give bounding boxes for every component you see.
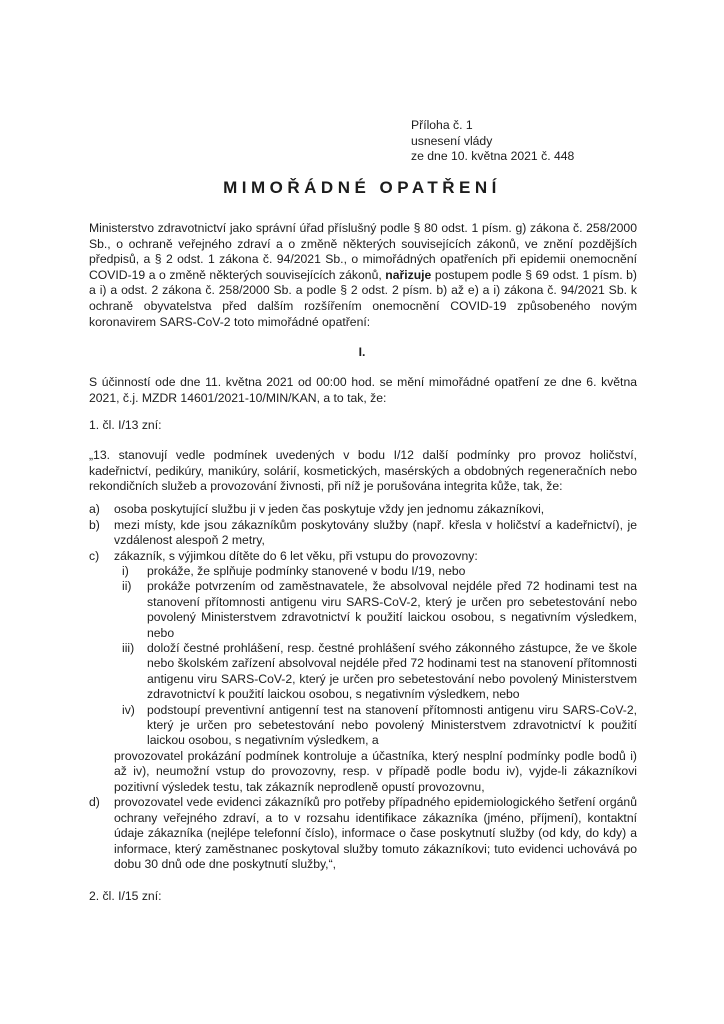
document-title: MIMOŘÁDNÉ OPATŘENÍ: [223, 178, 501, 197]
list-item: [89, 795, 637, 873]
list-item-marker: d): [89, 795, 100, 810]
effective-date-paragraph: S účinností ode dne 11. května 2021 od 00:00 hod. se mění mimořádné opatření ze dne 6. května 2021, č.j. MZDR 14601/2021-10/MIN/KAN, a to tak, že:: [89, 375, 637, 405]
article-heading-1: 1. čl. I/13 zní:: [89, 418, 162, 432]
sublist-item-text: prokáže, že splňuje podmínky stanovené v bodu I/19, nebo: [147, 564, 466, 578]
annex-reference: [411, 118, 574, 165]
sublist-item: [114, 564, 637, 579]
sublist-item-text: doloží čestné prohlášení, resp. čestné prohlášení svého zákonného zástupce, že ve škole nebo školském zařízení absolvoval nejdéle před 72 hodinami test na stanovení přítomnosti antigenu viru SARS-CoV-2, který je určen pro sebetestování nebo povolený Ministerstvem zdravotnictví k použití laickou osobou, s negativním výsledkem, nebo: [147, 641, 637, 702]
intro-text-before: Ministerstvo zdravotnictví jako správní úřad příslušný podle § 80 odst. 1 písm. g) zákona č. 258/2000 Sb., o ochraně veřejného zdraví a o změně některých souvisejících zákonů, ve znění pozdějších předpisů, a § 2 odst. 1 zákona č. 94/2021 Sb., o mimořádných opatřeních při epidemii onemocnění COVID-19 a o změně některých souvisejících zákonů,: [89, 221, 637, 282]
list-item-marker: b): [89, 517, 100, 532]
article-13-intro: „13. stanovují vedle podmínek uvedených v bodu I/12 další podmínky pro provoz holičství, kadeřnictví, pedikúry, manikúry, solárií, kosmetických, masérských a obdobných regeneračních nebo rekondičních služeb a provozování živnosti, při níž je porušována integrita kůže, tak, že:: [89, 448, 637, 493]
list-item-text: provozovatel prokázání podmínek kontroluje a účastníka, který nesplní podmínky podle bodů i) až iv), neumožní vstup do provozovny, resp. v případě podle bodu iv), vyjde-li zákazníkovi pozitivní výsledek testu, tak zákazník neprodleně opustí provozovnu,: [114, 748, 637, 794]
list-item-marker: c): [89, 548, 100, 563]
sublist-item-text: prokáže potvrzením od zaměstnavatele, že absolvoval nejdéle před 72 hodinami test na stanovení přítomnosti antigenu viru SARS-CoV-2, který je určen pro sebetestování nebo povolený Ministerstvem zdravotnictví k použití laickou osobou, s negativním výsledkem, nebo: [147, 579, 637, 640]
sublist-item-marker: i): [122, 564, 129, 578]
section-heading: I.: [358, 345, 366, 359]
annex-date: ze dne 10. května 2021 č. 448: [411, 149, 575, 163]
list-item-text: zákazník, s výjimkou dítěte do 6 let věku, při vstupu do provozovny:: [114, 548, 478, 563]
sublist-item: [114, 579, 637, 641]
conditions-list: [89, 502, 637, 873]
list-item-text: osoba poskytující službu ji v jeden čas poskytuje vždy jen jednomu zákazníkovi,: [114, 502, 545, 516]
list-item: [89, 549, 637, 565]
sublist: [114, 564, 637, 749]
list-item-text: provozovatel vede evidenci zákazníků pro potřeby případného epidemiologického šetření orgánů ochrany veřejného zdraví, a to v rozsahu identifikace zákazníka (jméno, příjmení), kontaktní údaje zákazníka (nejlépe telefonní číslo), informace o čase poskytnutí služby (od kdy, do kdy) a informace, který zaměstnanec poskytoval služby tomuto zákazníkovi; tuto evidenci uchovává po dobu 30 dnů ode dne poskytnutí služby,“,: [114, 795, 637, 872]
list-item-marker: a): [89, 502, 100, 516]
article-heading-2: 2. čl. I/15 zní:: [89, 889, 162, 903]
sublist-item-text: podstoupí preventivní antigenní test na stanovení přítomnosti antigenu viru SARS-CoV-2, který je určen pro sebetestování nebo povolený Ministerstvem zdravotnictví k použití laickou osobou, s negativním výsledkem, a: [147, 702, 637, 748]
sublist-item: [114, 641, 637, 703]
annex-resolution: usnesení vlády: [411, 133, 493, 148]
sublist-item-marker: iii): [122, 641, 135, 656]
list-item: [89, 502, 637, 518]
sublist-item-marker: iv): [122, 702, 135, 717]
sublist-item: [114, 703, 637, 749]
list-item-text: mezi místy, kde jsou zákazníkům poskytovány služby (např. křesla v holičství a kadeřnictví), je vzdálenost alespoň 2 metry,: [114, 517, 637, 547]
sublist-item-marker: ii): [122, 579, 132, 594]
intro-text-after: postupem podle § 69 odst. 1 písm. b) a i) a odst. 2 zákona č. 258/2000 Sb. a podle § 2 odst. 2 písm. b) až e) a i) zákona č. 94/2021 Sb. k ochraně obyvatelstva před dalším rozšířením onemocnění COVID-19 způsobeného novým koronavirem SARS-CoV-2 toto mimořádné opatření:: [89, 267, 637, 329]
list-item: [89, 518, 637, 549]
intro-bold-orders: nařizuje: [385, 267, 432, 282]
intro-paragraph: [89, 221, 637, 330]
list-item-c-continuation: [89, 749, 637, 796]
annex-number: Příloha č. 1: [411, 118, 473, 132]
